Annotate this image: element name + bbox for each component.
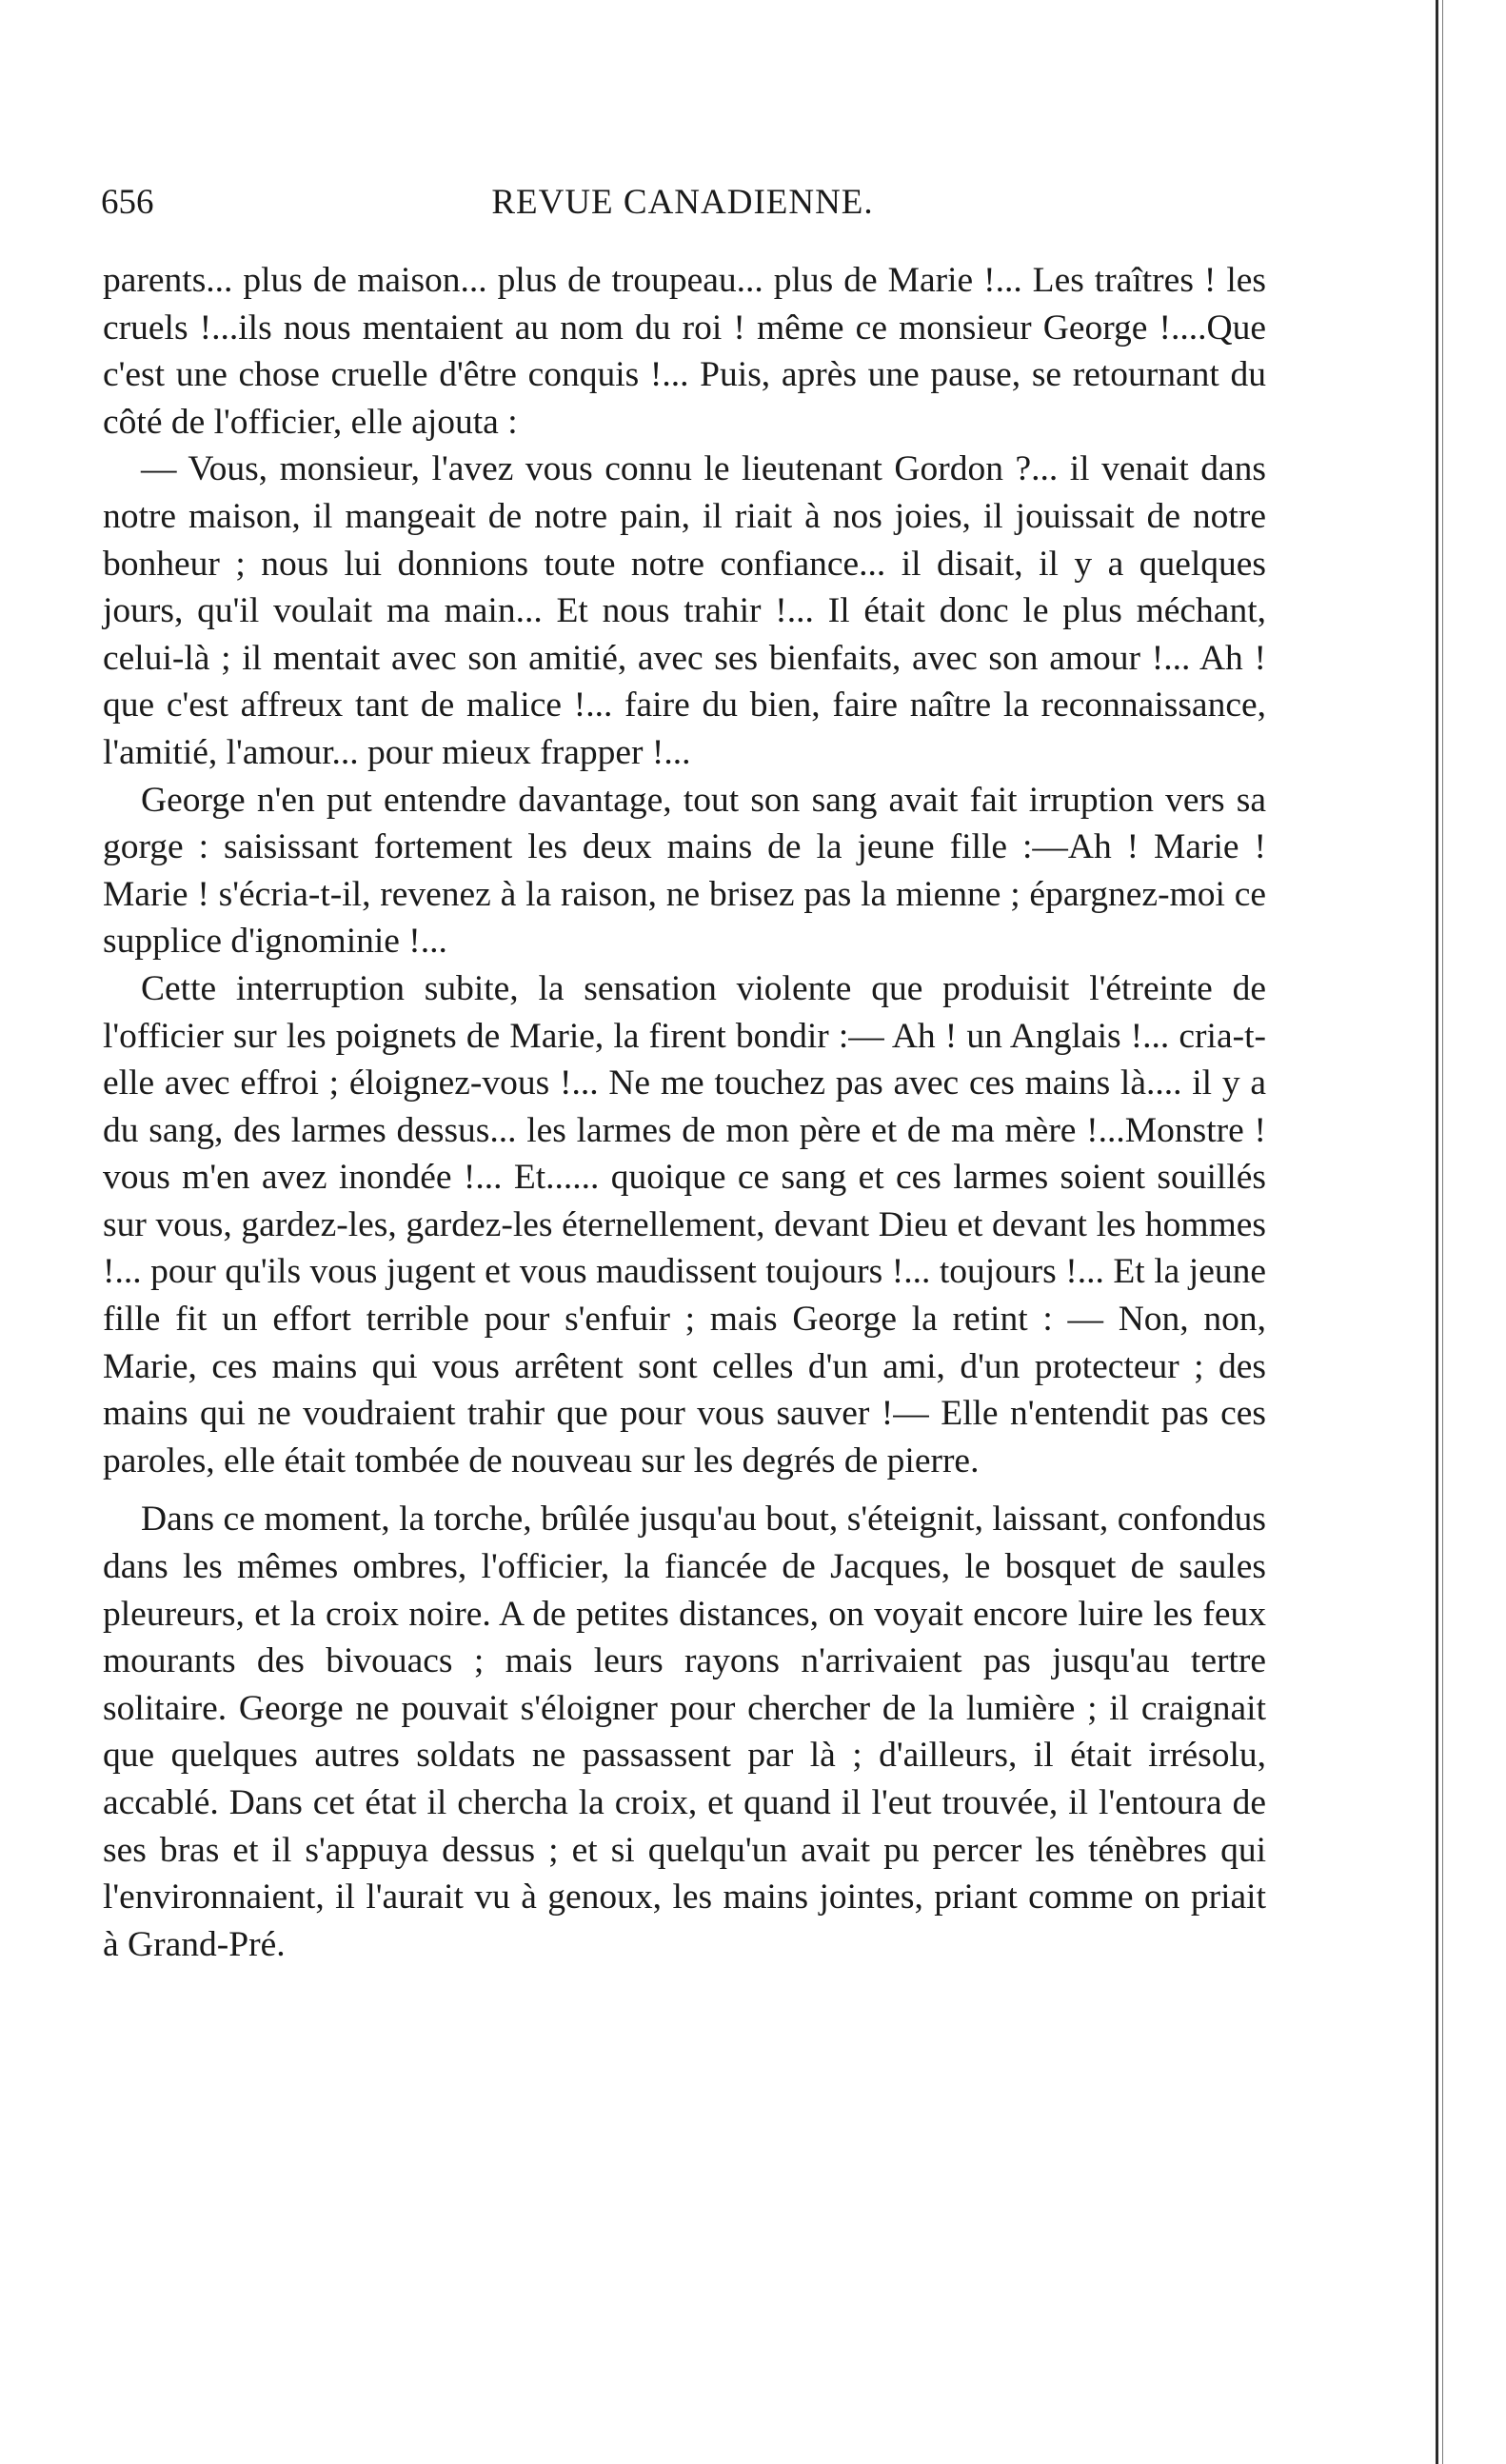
running-title: REVUE CANADIENNE. [491,183,874,222]
page-header [101,179,1264,227]
paragraph-torch: Dans ce moment, la torche, brûlée jusqu'au bout, s'éteignit, laissant, confondus dans les mêmes ombres, l'officier, la fiancée de Jacques, le bosquet de saules pleureurs, et la croix noire. A de petites distances, on voyait encore luire les feux mourants des bivouacs ; mais leurs rayons n'arrivaient pas jusqu'au tertre solitaire. George ne pouvait s'éloigner pour chercher de la lumière ; il craignait que quelques autres soldats ne passassent par là ; d'ailleurs, il était irrésolu, accablé. Dans cet état il chercha la croix, et quand il l'eut trouvée, il l'entoura de ses bras et il s'appuya dessus ; et si quelqu'un avait pu percer les ténèbres qui l'environnaient, il l'aurait vu à genoux, les mains jointes, priant comme on priait à Grand-Pré. [103,1500,1266,1964]
page-edge-shadow [1442,0,1443,2464]
page-edge-line [1436,0,1438,2464]
text-body [103,257,1266,1968]
paragraph-interruption: Cette interruption subite, la sensation violente que produisit l'étreinte de l'officier sur les poignets de Marie, la firent bondir :— Ah ! un Anglais !... cria-t-elle avec effroi ; éloignez-vous !... Ne me touchez pas avec ces mains là.... il y a du sang, des larmes dessus... les larmes de mon père et de ma mère !...Monstre ! vous m'en avez inondée !... Et...... quoique ce sang et ces larmes soient souillés sur vous, gardez-les, gardez-les éternellement, devant Dieu et devant les hommes !... pour qu'ils vous jugent et vous maudissent toujours !... toujours !... Et la jeune fille fit un effort terrible pour s'enfuir ; mais George la retint : — Non, non, Marie, ces mains qui vous arrêtent sont celles d'un ami, d'un protecteur ; des mains qui ne voudraient trahir que pour vous sauver !— Elle n'entendit pas ces paroles, elle était tombée de nouveau sur les degrés de pierre. [103,968,1266,1480]
paragraph-george-response: George n'en put entendre davantage, tout son sang avait fait irruption vers sa gorge : saisissant fortement les deux mains de la jeune fille :—Ah ! Marie ! Marie ! s'écria-t-il, revenez à la raison, ne brisez pas la mienne ; épargnez-moi ce supplice d'ignominie !... [103,780,1266,962]
page-number: 656 [101,183,154,222]
paragraph-dialogue-marie: — Vous, monsieur, l'avez vous connu le lieutenant Gordon ?... il venait dans notre maison, il mangeait de notre pain, il riait à nos joies, il jouissait de notre bonheur ; nous lui donnions toute notre confiance... il disait, il y a quelques jours, qu'il voulait ma main... Et nous trahir !... Il était donc le plus méchant, celui-là ; il mentait avec son amitié, avec ses bienfaits, avec son amour !... Ah ! que c'est affreux tant de malice !... faire du bien, faire naître la reconnaissance, l'amitié, l'amour... pour mieux frapper !... [103,449,1266,772]
paragraph-continuation: parents... plus de maison... plus de troupeau... plus de Marie !... Les traîtres ! les cruels !...ils nous mentaient au nom du roi ! même ce monsieur George !....Que c'est une chose cruelle d'être conquis !... Puis, après une pause, se retournant du côté de l'officier, elle ajouta : [103,261,1266,442]
